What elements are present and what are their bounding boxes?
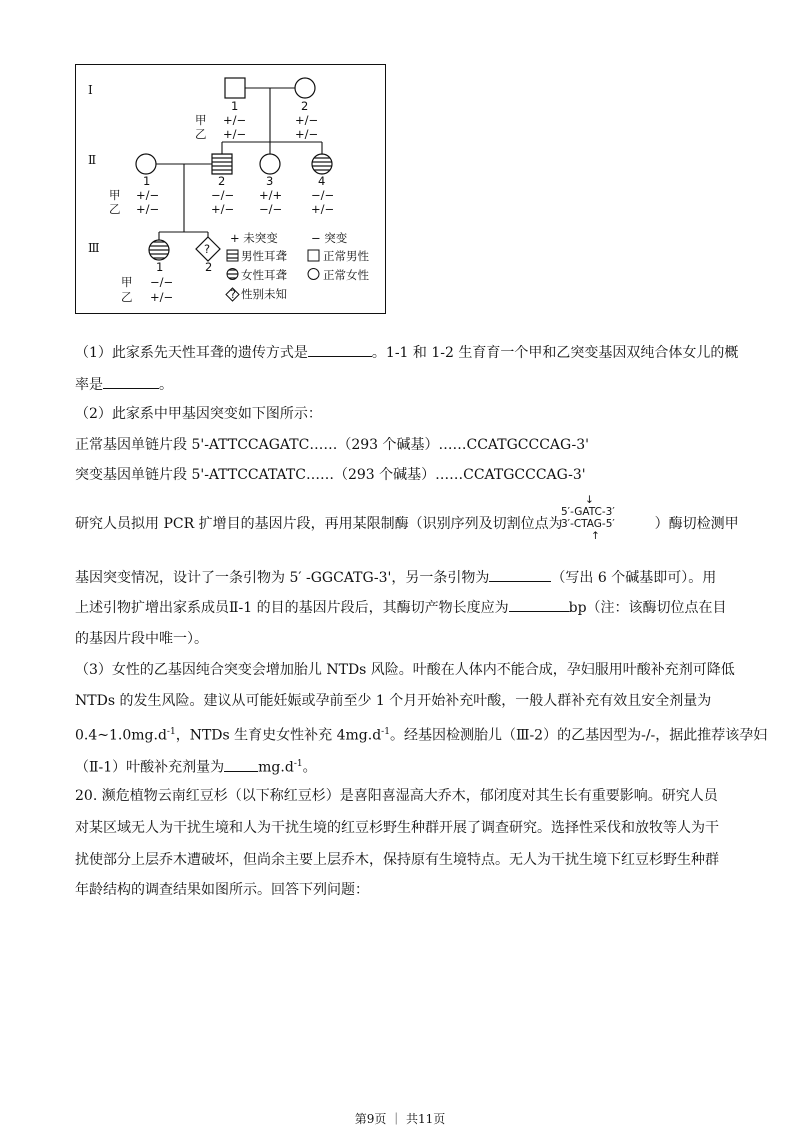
page-footer: 第9页 ｜ 共11页 [354, 1112, 446, 1126]
legend-normal-female: 正常女性 [323, 268, 369, 282]
II4-deaf-female-symbol [312, 154, 332, 174]
pedigree-figure [75, 64, 386, 314]
III-yi-label: 乙 [121, 290, 133, 304]
q20-line-2: 对某区域无人为干扰生境和人为干扰生境的红豆杉野生种群开展了调查研究。选择性采伐和放牧等人为干 [75, 820, 719, 836]
q20-line-1: 20. 濒危植物云南红豆杉（以下称红豆杉）是喜阳喜湿高大乔木，郁闭度对其生长有重要影响。研究人员 [75, 788, 718, 804]
I2-normal-female-symbol [295, 78, 315, 98]
I1-normal-male-symbol [225, 78, 245, 98]
II4-number: 4 [318, 174, 326, 188]
legend-normal-male-swatch [308, 250, 319, 261]
q1-line-2: 率是 。 [75, 374, 173, 395]
legend-deaf-male-swatch [227, 250, 238, 261]
normal-gene-sequence: 正常基因单链片段 5'-ATTCCAGATC……（293 个碱基）……CCATGCCCAG-3' [75, 437, 589, 453]
legend-normal-male: 正常男性 [323, 249, 369, 263]
q3-line-2: NTDs 的发生风险。建议从可能妊娠或孕前至少 1 个月开始补充叶酸，一般人群补充有效且安全剂量为 [75, 693, 712, 709]
legend-deaf-female-swatch [227, 269, 238, 280]
I2-number: 2 [301, 99, 309, 113]
II1-normal-female-symbol [136, 154, 156, 174]
q1-line-1: （1）此家系先天性耳聋的遗传方式是 。1-1 和 1-2 生育育一个甲和乙突变基因双纯合体女儿的概 [75, 342, 738, 363]
recognition-seq-bottom: 3′-CTAG-5′ [561, 518, 615, 530]
II1-jia-genotype: +/− [136, 188, 160, 202]
III1-yi-genotype: +/− [150, 290, 174, 304]
cut-arrow-down: ↓ [585, 494, 594, 506]
legend-minus: − 突变 [311, 231, 348, 245]
II1-yi-genotype: +/− [136, 202, 160, 216]
legend-unknown-sex: 性别未知 [241, 287, 287, 301]
III1-jia-genotype: −/− [150, 275, 174, 289]
II2-jia-genotype: −/− [211, 188, 235, 202]
q2-line-3: 上述引物扩增出家系成员Ⅱ-1 的目的基因片段后，其酶切产物长度应为 bp（注：该酶切位点在目 [75, 597, 727, 618]
II2-number: 2 [218, 174, 226, 188]
II3-jia-genotype: +/+ [259, 188, 283, 202]
III2-question-mark: ? [204, 242, 211, 256]
I1-number: 1 [231, 99, 239, 113]
III1-number: 1 [156, 260, 164, 274]
pedigree-svg [75, 64, 386, 314]
I-yi-label: 乙 [195, 127, 207, 141]
II2-deaf-male-symbol [212, 154, 232, 174]
II2-yi-genotype: +/− [211, 202, 235, 216]
I1-jia-genotype: +/− [223, 113, 247, 127]
II1-number: 1 [143, 174, 151, 188]
II3-yi-genotype: −/− [259, 202, 283, 216]
q2-line-4: 的基因片段中唯一）。 [75, 631, 208, 647]
I1-yi-genotype: +/− [223, 127, 247, 141]
q20-line-4: 年龄结构的调查结果如图所示。回答下列问题： [75, 882, 369, 898]
q3-line-1: （3）女性的乙基因纯合突变会增加胎儿 NTDs 风险。叶酸在人体内不能合成，孕妇服用叶酸补充剂可降低 [75, 662, 735, 678]
III2-number: 2 [205, 260, 213, 274]
q2-line-2: 基因突变情况，设计了一条引物为 5′ -GGCATG-3'，另一条引物为 （写出 6 个碱基即可）。用 [75, 567, 716, 588]
legend-plus: + 未突变 [230, 231, 278, 245]
II4-yi-genotype: +/− [311, 202, 335, 216]
generation-label-1: Ⅰ [88, 83, 93, 97]
III-jia-label: 甲 [121, 275, 133, 289]
answer-blank-2 [103, 374, 159, 389]
q3-line-3: $0.4\sim 1.0mg.d^{-1}$，NTDs 生育史女性补充 $4mg.d^{-1}$。经基因检测胎儿（Ⅲ-2）的乙基因型为-/-，据此推荐该孕妇 [75, 727, 768, 744]
I-jia-label: 甲 [195, 113, 207, 127]
cut-arrow-up: ↑ [591, 530, 600, 542]
answer-blank-1 [308, 342, 372, 357]
II-yi-label: 乙 [109, 202, 121, 216]
II4-jia-genotype: −/− [311, 188, 335, 202]
legend-normal-female-swatch [308, 269, 319, 280]
II-jia-label: 甲 [109, 188, 121, 202]
legend-male-deaf: 男性耳聋 [241, 249, 287, 263]
III1-deaf-female-symbol [149, 240, 169, 260]
mutant-gene-sequence: 突变基因单链片段 5'-ATTCCATATC……（293 个碱基）……CCATGCCCAG-3' [75, 467, 586, 483]
q20-line-3: 扰使部分上层乔木遭破坏，但尚余主要上层乔木，保持原有生境特点。无人为干扰生境下红豆杉野生种群 [75, 852, 719, 868]
restriction-site-figure [555, 494, 645, 544]
II3-normal-female-symbol [260, 154, 280, 174]
generation-label-2: Ⅱ [88, 153, 97, 167]
II3-number: 3 [266, 174, 274, 188]
recognition-seq-top: 5′-GATC-3′ [561, 506, 615, 518]
I2-jia-genotype: +/− [295, 113, 319, 127]
legend-unknown-question: ? [230, 287, 237, 301]
answer-blank-4 [509, 597, 569, 612]
q2-intro: （2）此家系中甲基因突变如下图所示： [75, 406, 322, 422]
answer-blank-5 [224, 757, 258, 772]
q3-line-4: （Ⅱ-1）叶酸补充剂量为 $mg.d^{-1}$。 [75, 754, 317, 778]
legend-female-deaf: 女性耳聋 [241, 268, 287, 282]
I2-yi-genotype: +/− [295, 127, 319, 141]
q2-line-1: 研究人员拟用 PCR 扩增目的基因片段，再用某限制酶（识别序列及切割位点为 ）酶切检测甲 [75, 516, 739, 532]
generation-label-3: Ⅲ [88, 241, 100, 255]
answer-blank-3 [489, 567, 551, 582]
